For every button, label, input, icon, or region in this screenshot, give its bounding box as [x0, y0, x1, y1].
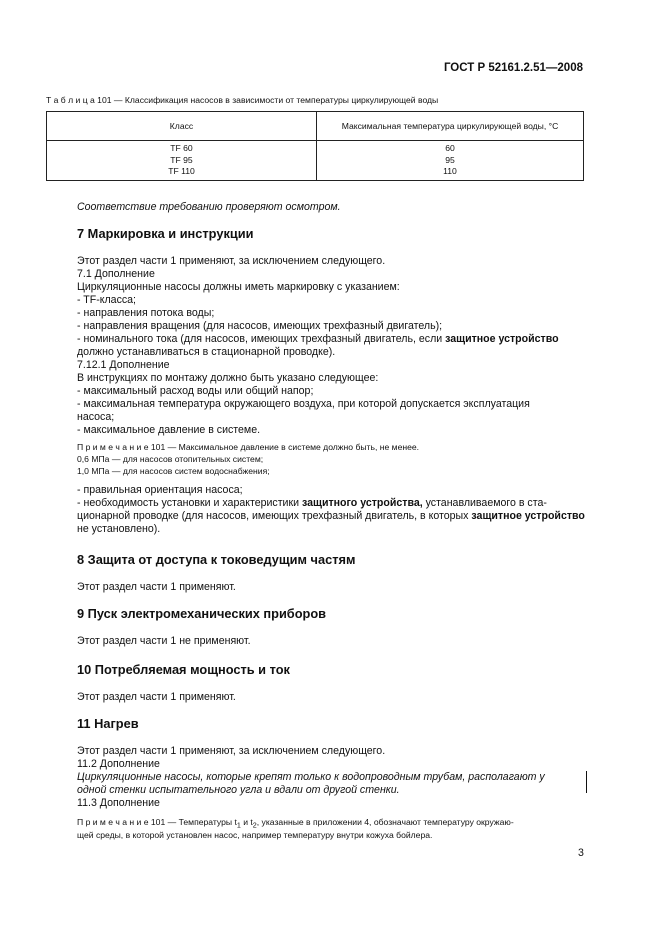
- note-text: , указанные в приложении 4, обозначают температуру окружаю-: [256, 817, 514, 827]
- table-class-cell: [47, 141, 317, 181]
- page-number: 3: [578, 847, 584, 859]
- paragraph: Этот раздел части 1 применяют, за исключением следующего.: [77, 255, 386, 267]
- bold-term: защитного устройства,: [301, 497, 423, 509]
- table-cell: TF 95: [170, 154, 193, 165]
- subscript: 1: [236, 821, 241, 830]
- list-item: - направления потока воды;: [77, 307, 215, 319]
- list-item-continuation: не установлено).: [77, 523, 161, 535]
- list-item: - максимальная температура окружающего воздуха, при которой допускается эксплуатация: [77, 398, 530, 410]
- bold-term: защитное устройство: [471, 510, 585, 522]
- section-8-heading: 8 Защита от доступа к токоведущим частям: [77, 552, 356, 567]
- italic-paragraph-continuation: одной стенки испытательного угла и вдали от другой стенки.: [77, 784, 400, 796]
- subsection-11-2: 11.2 Дополнение: [77, 758, 160, 770]
- note-line: 0,6 МПа — для насосов отопительных систем;: [77, 454, 264, 464]
- italic-paragraph: Циркуляционные насосы, которые крепят только к водопроводным трубам, располагают у: [77, 771, 545, 783]
- list-item: [77, 333, 559, 346]
- section-10-heading: 10 Потребляемая мощность и ток: [77, 662, 290, 677]
- subsection-11-3: 11.3 Дополнение: [77, 797, 160, 809]
- document-id: ГОСТ Р 52161.2.51—2008: [443, 62, 583, 74]
- note-text: 101 — Температуры t: [148, 817, 237, 827]
- section-9-heading: 9 Пуск электромеханических приборов: [77, 606, 327, 621]
- note-text: 101 — Максимальное давление в системе должно быть, не менее.: [148, 442, 420, 452]
- compliance-text: Соответствие требованию проверяют осмотром.: [77, 201, 341, 213]
- section-7-heading: 7 Маркировка и инструкции: [77, 226, 254, 241]
- table-body-row: [47, 141, 584, 181]
- paragraph: Этот раздел части 1 применяют, за исключением следующего.: [77, 745, 386, 757]
- note: [77, 442, 419, 453]
- subscript: 2: [252, 821, 257, 830]
- list-item-continuation: должно устанавливаться в стационарной проводке).: [77, 346, 336, 358]
- note-label: П р и м е ч а н и е: [77, 442, 149, 452]
- list-item-continuation: [77, 510, 585, 523]
- paragraph: В инструкциях по монтажу должно быть указано следующее:: [77, 372, 379, 384]
- list-item: - максимальное давление в системе.: [77, 424, 261, 436]
- note-text: и t: [240, 817, 253, 827]
- table-header-temperature: Максимальная температура циркулирующей воды, °С: [317, 112, 584, 141]
- table-cell: TF 110: [168, 166, 195, 177]
- subsection-7-12-1: 7.12.1 Дополнение: [77, 359, 170, 371]
- text: устанавливаемого в ста-: [422, 497, 547, 509]
- bold-term: защитное устройство: [445, 333, 559, 345]
- list-item: [77, 497, 547, 510]
- list-item: - максимальный расход воды или общий напор;: [77, 385, 314, 397]
- list-item: - TF-класса;: [77, 294, 137, 306]
- text: - необходимость установки и характеристики: [77, 497, 302, 509]
- list-item-continuation: насоса;: [77, 411, 115, 423]
- note-label: П р и м е ч а н и е: [77, 817, 149, 827]
- table-cell: 110: [443, 166, 457, 177]
- note-continuation: щей среды, в которой установлен насос, например температуру внутри кожуха бойлера.: [77, 830, 433, 840]
- table-cell: 60: [445, 143, 455, 154]
- paragraph: Этот раздел части 1 применяют.: [77, 691, 236, 703]
- list-item: - направления вращения (для насосов, имеющих трехфазный двигатель);: [77, 320, 443, 332]
- text: - номинального тока (для насосов, имеющих трехфазный двигатель, если: [77, 333, 446, 345]
- section-11-heading: 11 Нагрев: [77, 716, 139, 731]
- paragraph: Этот раздел части 1 применяют.: [77, 581, 236, 593]
- text: ционарной проводке (для насосов, имеющих трехфазный двигатель, в которых: [77, 510, 472, 522]
- list-item: - правильная ориентация насоса;: [77, 484, 243, 496]
- subsection-7-1: 7.1 Дополнение: [77, 268, 155, 280]
- table-cell: 95: [445, 154, 455, 165]
- table-header-class: Класс: [47, 112, 317, 141]
- table-header-row: [47, 112, 584, 141]
- paragraph: Циркуляционные насосы должны иметь маркировку с указанием:: [77, 281, 400, 293]
- table-temperature-cell: [317, 141, 584, 181]
- change-bar: [586, 771, 587, 793]
- classification-table: [46, 111, 584, 181]
- note-line: 1,0 МПа — для насосов систем водоснабжения;: [77, 466, 270, 476]
- paragraph: Этот раздел части 1 не применяют.: [77, 635, 251, 647]
- table-caption: Т а б л и ц а 101 — Классификация насосов в зависимости от температуры циркулирующей воды: [46, 95, 439, 105]
- table-cell: TF 60: [170, 143, 193, 154]
